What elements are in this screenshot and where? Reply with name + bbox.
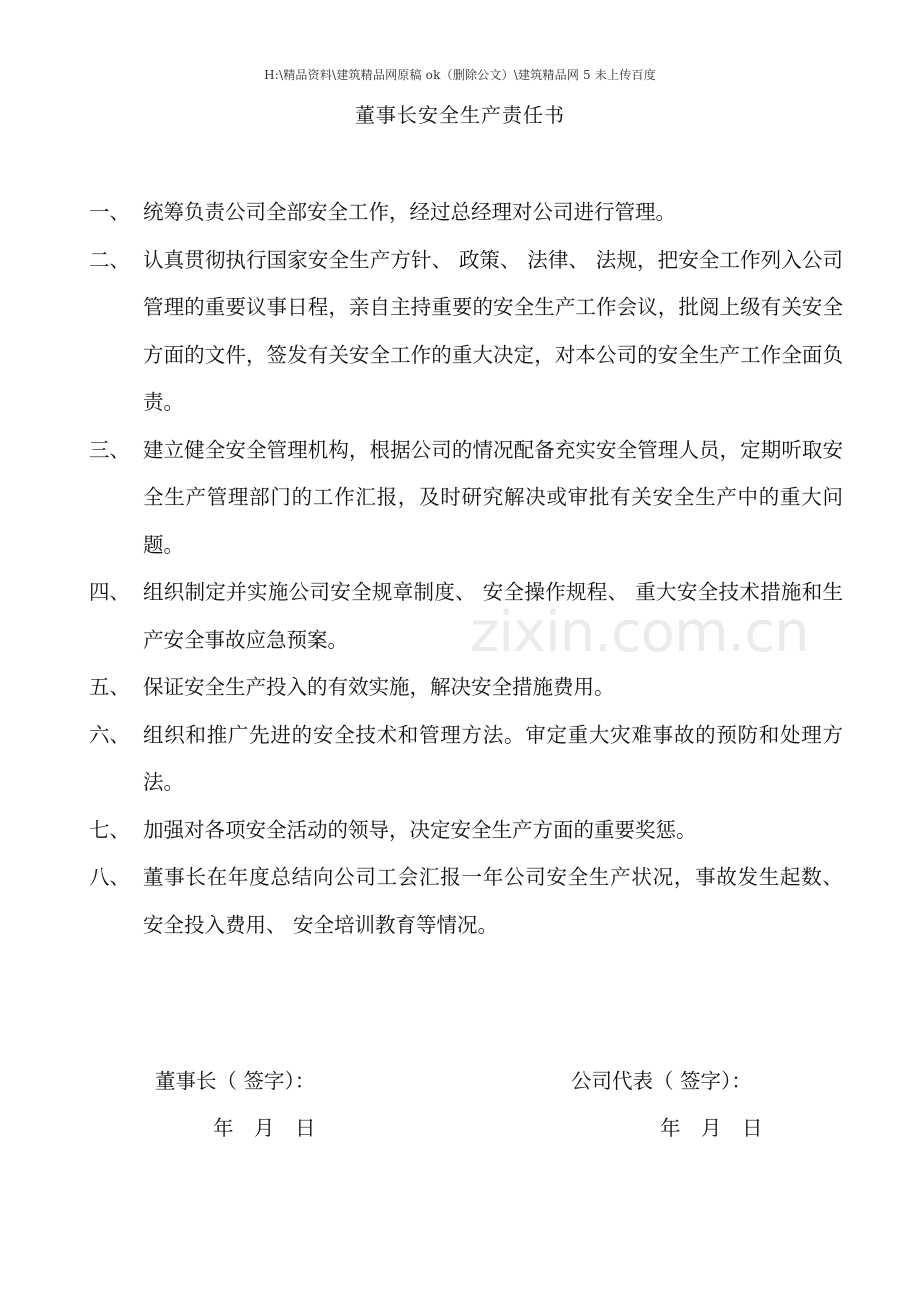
responsibility-list [0, 189, 920, 949]
item-text: 董事长在年度总结向公司工会汇报一年公司安全生产状况，事故发生起数、 安全投入费用、 安全培训教育等情况。 [143, 865, 843, 937]
chairman-signature-label: 董事长（ 签字）： [155, 1069, 316, 1093]
list-item [0, 712, 920, 807]
company-rep-signature-label: 公司代表（ 签字）： [571, 1069, 752, 1093]
item-number: 四、 [89, 580, 130, 604]
item-text: 组织和推广先进的安全技术和管理方法。审定重大灾难事故的预防和处理方法。 [143, 722, 843, 794]
list-item [0, 854, 920, 949]
document-title: 董事长安全生产责任书 [355, 103, 565, 127]
item-number: 一、 [89, 200, 130, 224]
item-number: 八、 [89, 865, 130, 889]
item-text: 组织制定并实施公司安全规章制度、 安全操作规程、 重大安全技术措施和生产安全事故应急预案。 [143, 580, 843, 652]
list-item [0, 427, 920, 570]
company-rep-date-label: 年 月 日 [660, 1116, 763, 1140]
header-file-path: H:\精品资料\建筑精品网原稿 ok（删除公文）\建筑精品网 5 未上传百度 [264, 68, 656, 82]
chairman-date-label: 年 月 日 [213, 1116, 316, 1140]
item-text: 认真贯彻执行国家安全生产方针、 政策、 法律、 法规，把安全工作列入公司管理的重要议事日程，亲自主持重要的安全生产工作会议，批阅上级有关安全方面的文件，签发有关安全工作的重大决定，对本公司的安全生产工作全面负责。 [143, 247, 843, 414]
item-number: 五、 [89, 675, 130, 699]
list-item [0, 237, 920, 427]
item-text: 建立健全安全管理机构，根据公司的情况配备充实安全管理人员，定期听取安全生产管理部门的工作汇报，及时研究解决或审批有关安全生产中的重大问题。 [143, 437, 843, 557]
item-text: 统筹负责公司全部安全工作，经过总经理对公司进行管理。 [143, 200, 676, 224]
item-number: 七、 [89, 817, 130, 842]
item-text: 保证安全生产投入的有效实施，解决安全措施费用。 [143, 675, 615, 699]
item-number: 二、 [89, 247, 130, 272]
item-text: 加强对各项安全活动的领导，决定安全生产方面的重要奖惩。 [143, 817, 697, 842]
item-number: 三、 [89, 437, 130, 462]
watermark: zixin.com.cn [470, 600, 809, 665]
item-number: 六、 [89, 722, 130, 747]
list-item [0, 569, 920, 664]
list-item [0, 189, 920, 237]
list-item [0, 807, 920, 855]
list-item [0, 664, 920, 712]
